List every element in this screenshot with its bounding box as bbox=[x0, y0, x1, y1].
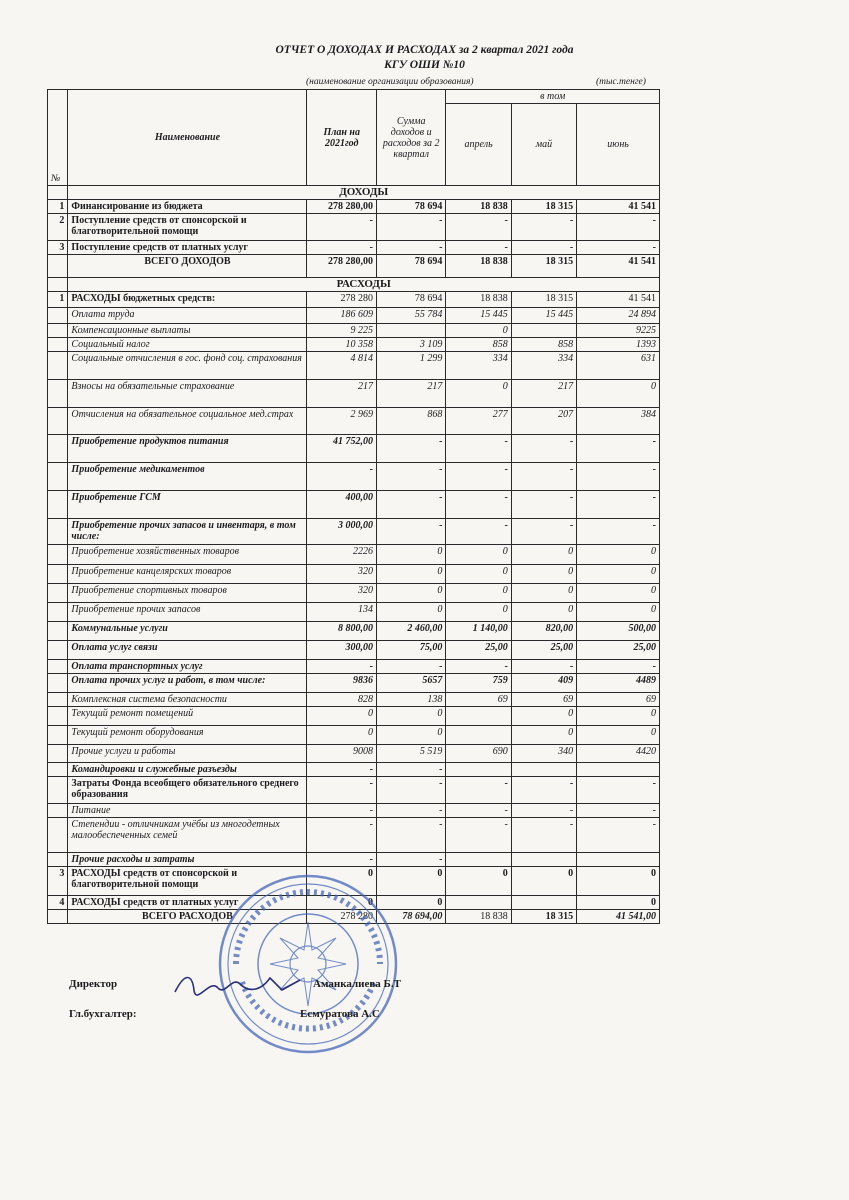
expense-row bbox=[48, 491, 660, 519]
row-m3: 69 bbox=[577, 693, 660, 707]
expense-row bbox=[48, 519, 660, 545]
row-sum: 0 bbox=[376, 565, 445, 584]
accountant-label: Гл.бухгалтер: bbox=[69, 1008, 137, 1020]
row-m3: 0 bbox=[577, 603, 660, 622]
row-number bbox=[48, 726, 68, 745]
row-m1: - bbox=[446, 435, 511, 463]
row-number bbox=[48, 565, 68, 584]
expense-row bbox=[48, 693, 660, 707]
row-m3: 41 541 bbox=[577, 255, 660, 278]
row-m1: 18 838 bbox=[446, 292, 511, 308]
row-number bbox=[48, 763, 68, 777]
row-m3: 0 bbox=[577, 565, 660, 584]
expense-row bbox=[48, 818, 660, 853]
row-m2: 334 bbox=[511, 352, 576, 380]
row-plan: - bbox=[307, 804, 376, 818]
row-m2: 409 bbox=[511, 674, 576, 693]
row-m3: 4420 bbox=[577, 745, 660, 763]
row-number bbox=[48, 435, 68, 463]
row-m1: 18 838 bbox=[446, 200, 511, 214]
official-stamp bbox=[216, 872, 401, 1057]
row-m3: 500,00 bbox=[577, 622, 660, 641]
row-sum: 0 bbox=[376, 726, 445, 745]
row-m2: - bbox=[511, 804, 576, 818]
row-m3: 0 bbox=[577, 584, 660, 603]
row-m1 bbox=[446, 853, 511, 867]
row-m2: - bbox=[511, 660, 576, 674]
row-name: Командировки и служебные разъезды bbox=[68, 763, 307, 777]
row-m1: 15 445 bbox=[446, 308, 511, 324]
row-name: ВСЕГО РАСХОДОВ bbox=[68, 910, 307, 924]
expense-row bbox=[48, 726, 660, 745]
row-plan: 4 814 bbox=[307, 352, 376, 380]
row-m1 bbox=[446, 707, 511, 726]
row-m1: 0 bbox=[446, 867, 511, 896]
row-m3: 1393 bbox=[577, 338, 660, 352]
row-m3: 0 bbox=[577, 380, 660, 408]
row-number bbox=[48, 584, 68, 603]
row-m2: - bbox=[511, 519, 576, 545]
row-m1: 0 bbox=[446, 545, 511, 565]
expense-row bbox=[48, 584, 660, 603]
row-m3: 0 bbox=[577, 545, 660, 565]
row-m1: 690 bbox=[446, 745, 511, 763]
row-name: Приобретение продуктов питания bbox=[68, 435, 307, 463]
row-name: Приобретение хозяйственных товаров bbox=[68, 545, 307, 565]
row-plan: 9 225 bbox=[307, 324, 376, 338]
row-name: Оплата труда bbox=[68, 308, 307, 324]
row-name: Приобретение канцелярских товаров bbox=[68, 565, 307, 584]
row-m3: - bbox=[577, 804, 660, 818]
row-sum: 0 bbox=[376, 584, 445, 603]
row-number bbox=[48, 622, 68, 641]
row-plan: - bbox=[307, 818, 376, 853]
row-number bbox=[48, 380, 68, 408]
col-june-header: июнь bbox=[577, 104, 660, 186]
expense-row bbox=[48, 352, 660, 380]
expense-row bbox=[48, 641, 660, 660]
row-m1: - bbox=[446, 241, 511, 255]
row-m2 bbox=[511, 896, 576, 910]
row-m3: 41 541 bbox=[577, 200, 660, 214]
row-number bbox=[48, 324, 68, 338]
income-row bbox=[48, 241, 660, 255]
row-name: Поступление средств от спонсорской и благотворительной помощи bbox=[68, 214, 307, 241]
row-name: Взносы на обязательные страхование bbox=[68, 380, 307, 408]
row-name: Комплексная система безопасности bbox=[68, 693, 307, 707]
row-plan: 320 bbox=[307, 584, 376, 603]
row-m2: - bbox=[511, 214, 576, 241]
row-plan: - bbox=[307, 777, 376, 804]
row-name: Финансирование из бюджета bbox=[68, 200, 307, 214]
row-m2: - bbox=[511, 463, 576, 491]
row-name: Оплата прочих услуг и работ, в том числе: bbox=[68, 674, 307, 693]
row-sum: 868 bbox=[376, 408, 445, 435]
row-m1: 759 bbox=[446, 674, 511, 693]
row-name: Текущий ремонт помещений bbox=[68, 707, 307, 726]
row-name: РАСХОДЫ средств от спонсорской и благотворительной помощи bbox=[68, 867, 307, 896]
row-sum: 78 694,00 bbox=[376, 910, 445, 924]
row-m2: 18 315 bbox=[511, 910, 576, 924]
row-number bbox=[48, 818, 68, 853]
income-row bbox=[48, 214, 660, 241]
row-m2: 217 bbox=[511, 380, 576, 408]
expense-row bbox=[48, 463, 660, 491]
row-m3: - bbox=[577, 818, 660, 853]
row-number bbox=[48, 674, 68, 693]
row-m3: - bbox=[577, 660, 660, 674]
row-m2: 858 bbox=[511, 338, 576, 352]
row-sum: - bbox=[376, 463, 445, 491]
row-sum: - bbox=[376, 519, 445, 545]
row-m1: 25,00 bbox=[446, 641, 511, 660]
row-plan: - bbox=[307, 241, 376, 255]
director-label: Директор bbox=[69, 978, 118, 990]
row-sum: 217 bbox=[376, 380, 445, 408]
row-name: ВСЕГО ДОХОДОВ bbox=[68, 255, 307, 278]
row-sum: 0 bbox=[376, 707, 445, 726]
col-plan-header: План на 2021год bbox=[307, 90, 376, 186]
row-m3: 9225 bbox=[577, 324, 660, 338]
expense-section-title: РАСХОДЫ bbox=[68, 278, 660, 292]
row-sum bbox=[376, 324, 445, 338]
col-april-header: апрель bbox=[446, 104, 511, 186]
row-plan: 320 bbox=[307, 565, 376, 584]
row-number bbox=[48, 338, 68, 352]
row-plan: 217 bbox=[307, 380, 376, 408]
expense-row bbox=[48, 408, 660, 435]
row-m1: 0 bbox=[446, 380, 511, 408]
row-number: 3 bbox=[48, 241, 68, 255]
row-m3: 0 bbox=[577, 707, 660, 726]
row-plan: 0 bbox=[307, 707, 376, 726]
row-m3: 0 bbox=[577, 867, 660, 896]
unit-note: (тыс.тенге) bbox=[596, 77, 646, 87]
row-number bbox=[48, 463, 68, 491]
row-plan: - bbox=[307, 660, 376, 674]
row-name: РАСХОДЫ средств от платных услуг bbox=[68, 896, 307, 910]
row-m2: - bbox=[511, 818, 576, 853]
row-m2: 69 bbox=[511, 693, 576, 707]
row-sum: - bbox=[376, 763, 445, 777]
expense-row bbox=[48, 435, 660, 463]
row-m2: 18 315 bbox=[511, 255, 576, 278]
row-m1: - bbox=[446, 519, 511, 545]
row-plan: - bbox=[307, 214, 376, 241]
row-m2: 0 bbox=[511, 603, 576, 622]
row-m3: - bbox=[577, 777, 660, 804]
row-name: Приобретение прочих запасов и инвентаря, в том числе: bbox=[68, 519, 307, 545]
organization-name: КГУ ОШИ №10 bbox=[384, 59, 465, 71]
row-m1: 18 838 bbox=[446, 255, 511, 278]
row-plan: - bbox=[307, 763, 376, 777]
row-m3: - bbox=[577, 241, 660, 255]
row-name: Оплата транспортных услуг bbox=[68, 660, 307, 674]
row-number: 1 bbox=[48, 292, 68, 308]
income-row bbox=[48, 200, 660, 214]
row-name: Приобретение медикаментов bbox=[68, 463, 307, 491]
row-m2: 18 315 bbox=[511, 200, 576, 214]
row-m1: 69 bbox=[446, 693, 511, 707]
row-plan: 9836 bbox=[307, 674, 376, 693]
row-m3: 0 bbox=[577, 896, 660, 910]
row-plan: 134 bbox=[307, 603, 376, 622]
row-plan: 2226 bbox=[307, 545, 376, 565]
row-name: Затраты Фонда всеобщего обязательного среднего образования bbox=[68, 777, 307, 804]
expense-row bbox=[48, 707, 660, 726]
col-name-header: Наименование bbox=[68, 90, 307, 186]
row-m2: 15 445 bbox=[511, 308, 576, 324]
row-m2: 0 bbox=[511, 867, 576, 896]
row-number bbox=[48, 853, 68, 867]
row-m1: - bbox=[446, 660, 511, 674]
row-plan: 278 280 bbox=[307, 910, 376, 924]
row-m3: 24 894 bbox=[577, 308, 660, 324]
row-number bbox=[48, 308, 68, 324]
row-m2 bbox=[511, 324, 576, 338]
row-number bbox=[48, 545, 68, 565]
row-sum: - bbox=[376, 491, 445, 519]
row-m1: - bbox=[446, 818, 511, 853]
col-may-header: май bbox=[511, 104, 576, 186]
row-m1: 0 bbox=[446, 565, 511, 584]
director-signature bbox=[170, 970, 310, 1000]
row-number: 3 bbox=[48, 867, 68, 896]
row-name: Питание bbox=[68, 804, 307, 818]
row-plan: 10 358 bbox=[307, 338, 376, 352]
income-total-row bbox=[48, 255, 660, 278]
row-name: Отчисления на обязательное социальное мед.страх bbox=[68, 408, 307, 435]
row-plan: 2 969 bbox=[307, 408, 376, 435]
expense-row bbox=[48, 292, 660, 308]
row-number: 2 bbox=[48, 214, 68, 241]
organization-note: (наименование организации образования) bbox=[306, 77, 474, 87]
row-m2: 207 bbox=[511, 408, 576, 435]
row-m3: 631 bbox=[577, 352, 660, 380]
expense-row bbox=[48, 545, 660, 565]
row-m2: - bbox=[511, 241, 576, 255]
expense-row bbox=[48, 763, 660, 777]
row-name: Социальные отчисления в гос. фонд соц. страхования bbox=[68, 352, 307, 380]
row-name: Поступление средств от платных услуг bbox=[68, 241, 307, 255]
row-plan: - bbox=[307, 463, 376, 491]
row-m3: 25,00 bbox=[577, 641, 660, 660]
report-title: ОТЧЕТ О ДОХОДАХ И РАСХОДАХ за 2 квартал 2021 года bbox=[275, 44, 574, 56]
expense-row bbox=[48, 660, 660, 674]
row-m2 bbox=[511, 853, 576, 867]
row-m1 bbox=[446, 726, 511, 745]
row-m1: - bbox=[446, 804, 511, 818]
row-sum: 5657 bbox=[376, 674, 445, 693]
expense-row bbox=[48, 338, 660, 352]
expense-row bbox=[48, 777, 660, 804]
row-m1 bbox=[446, 896, 511, 910]
expense-row bbox=[48, 380, 660, 408]
row-plan: 278 280,00 bbox=[307, 200, 376, 214]
row-number bbox=[48, 777, 68, 804]
row-plan: 0 bbox=[307, 726, 376, 745]
row-plan: 3 000,00 bbox=[307, 519, 376, 545]
row-sum: 0 bbox=[376, 867, 445, 896]
row-m1: - bbox=[446, 491, 511, 519]
row-m2: 0 bbox=[511, 565, 576, 584]
expense-row bbox=[48, 324, 660, 338]
row-m2: 0 bbox=[511, 545, 576, 565]
accountant-name: Есмуратова А.С bbox=[300, 1008, 380, 1020]
row-name: Степендии - отличникам учёбы из многодетных малообеспеченных семей bbox=[68, 818, 307, 853]
row-sum: 1 299 bbox=[376, 352, 445, 380]
row-m2: - bbox=[511, 777, 576, 804]
row-m1: 858 bbox=[446, 338, 511, 352]
row-m1: 0 bbox=[446, 603, 511, 622]
expense-row bbox=[48, 745, 660, 763]
row-sum: - bbox=[376, 804, 445, 818]
row-number bbox=[48, 804, 68, 818]
expense-row bbox=[48, 853, 660, 867]
row-plan: 9008 bbox=[307, 745, 376, 763]
row-sum: 55 784 bbox=[376, 308, 445, 324]
row-number: 4 bbox=[48, 896, 68, 910]
row-plan: 300,00 bbox=[307, 641, 376, 660]
expense-row bbox=[48, 603, 660, 622]
row-m2: 18 315 bbox=[511, 292, 576, 308]
row-sum: - bbox=[376, 777, 445, 804]
row-sum: 78 694 bbox=[376, 200, 445, 214]
row-sum: 5 519 bbox=[376, 745, 445, 763]
row-number bbox=[48, 408, 68, 435]
row-m2: 25,00 bbox=[511, 641, 576, 660]
row-plan: 0 bbox=[307, 867, 376, 896]
row-name: Коммунальные услуги bbox=[68, 622, 307, 641]
director-name: Аманкалиева Б.Т bbox=[313, 978, 401, 990]
row-plan: 278 280,00 bbox=[307, 255, 376, 278]
row-m3 bbox=[577, 853, 660, 867]
row-plan: 828 bbox=[307, 693, 376, 707]
row-m1: 18 838 bbox=[446, 910, 511, 924]
row-sum: - bbox=[376, 435, 445, 463]
row-m1: 0 bbox=[446, 324, 511, 338]
row-sum: - bbox=[376, 214, 445, 241]
row-m1: - bbox=[446, 214, 511, 241]
row-sum: 0 bbox=[376, 896, 445, 910]
row-name: Приобретение прочих запасов bbox=[68, 603, 307, 622]
report-table bbox=[47, 89, 660, 924]
row-m1: 334 bbox=[446, 352, 511, 380]
row-sum: 78 694 bbox=[376, 255, 445, 278]
row-m1: 277 bbox=[446, 408, 511, 435]
row-number: 1 bbox=[48, 200, 68, 214]
row-m3: 41 541,00 bbox=[577, 910, 660, 924]
row-m2: - bbox=[511, 435, 576, 463]
row-number bbox=[48, 491, 68, 519]
row-plan: 278 280 bbox=[307, 292, 376, 308]
row-number bbox=[48, 707, 68, 726]
row-plan: 0 bbox=[307, 896, 376, 910]
row-number bbox=[48, 519, 68, 545]
row-number bbox=[48, 693, 68, 707]
row-name: РАСХОДЫ бюджетных средств: bbox=[68, 292, 307, 308]
income-section-title: ДОХОДЫ bbox=[68, 186, 660, 200]
row-number bbox=[48, 660, 68, 674]
row-m2 bbox=[511, 763, 576, 777]
row-m2: 0 bbox=[511, 707, 576, 726]
row-name: Компенсационные выплаты bbox=[68, 324, 307, 338]
row-m2: 0 bbox=[511, 726, 576, 745]
row-m1: - bbox=[446, 463, 511, 491]
row-m3: 4489 bbox=[577, 674, 660, 693]
row-m3: - bbox=[577, 491, 660, 519]
col-num-header: № bbox=[48, 90, 68, 186]
row-sum: - bbox=[376, 660, 445, 674]
row-plan: 400,00 bbox=[307, 491, 376, 519]
row-m3: - bbox=[577, 463, 660, 491]
expense-row bbox=[48, 804, 660, 818]
row-m3: - bbox=[577, 214, 660, 241]
expense-row bbox=[48, 565, 660, 584]
row-m1: 0 bbox=[446, 584, 511, 603]
row-sum: 78 694 bbox=[376, 292, 445, 308]
row-sum: - bbox=[376, 241, 445, 255]
row-sum: 0 bbox=[376, 545, 445, 565]
row-number bbox=[48, 352, 68, 380]
expense-row bbox=[48, 308, 660, 324]
row-name: Текущий ремонт оборудования bbox=[68, 726, 307, 745]
row-plan: 8 800,00 bbox=[307, 622, 376, 641]
row-number bbox=[48, 641, 68, 660]
row-m2: 340 bbox=[511, 745, 576, 763]
row-sum: 75,00 bbox=[376, 641, 445, 660]
expense-row bbox=[48, 674, 660, 693]
row-m3: - bbox=[577, 519, 660, 545]
row-sum: 0 bbox=[376, 603, 445, 622]
row-m1 bbox=[446, 763, 511, 777]
row-plan: - bbox=[307, 853, 376, 867]
row-name: Социальный налог bbox=[68, 338, 307, 352]
row-sum: 138 bbox=[376, 693, 445, 707]
col-sum-header: Сумма доходов и расходов за 2 квартал bbox=[376, 90, 445, 186]
row-name: Прочие расходы и затраты bbox=[68, 853, 307, 867]
row-name: Оплата услуг связи bbox=[68, 641, 307, 660]
col-group-header: в том bbox=[446, 90, 660, 104]
row-sum: 3 109 bbox=[376, 338, 445, 352]
row-number bbox=[48, 745, 68, 763]
row-m3: - bbox=[577, 435, 660, 463]
row-m3: 384 bbox=[577, 408, 660, 435]
row-sum: - bbox=[376, 818, 445, 853]
row-m2: 0 bbox=[511, 584, 576, 603]
row-number bbox=[48, 603, 68, 622]
row-sum: 2 460,00 bbox=[376, 622, 445, 641]
row-m3: 0 bbox=[577, 726, 660, 745]
row-name: Приобретение ГСМ bbox=[68, 491, 307, 519]
row-m1: 1 140,00 bbox=[446, 622, 511, 641]
row-plan: 41 752,00 bbox=[307, 435, 376, 463]
row-sum: - bbox=[376, 853, 445, 867]
row-m2: - bbox=[511, 491, 576, 519]
row-m2: 820,00 bbox=[511, 622, 576, 641]
row-m3 bbox=[577, 763, 660, 777]
row-m3: 41 541 bbox=[577, 292, 660, 308]
expense-row bbox=[48, 622, 660, 641]
row-name: Приобретение спортивных товаров bbox=[68, 584, 307, 603]
row-plan: 186 609 bbox=[307, 308, 376, 324]
row-name: Прочие услуги и работы bbox=[68, 745, 307, 763]
row-m1: - bbox=[446, 777, 511, 804]
